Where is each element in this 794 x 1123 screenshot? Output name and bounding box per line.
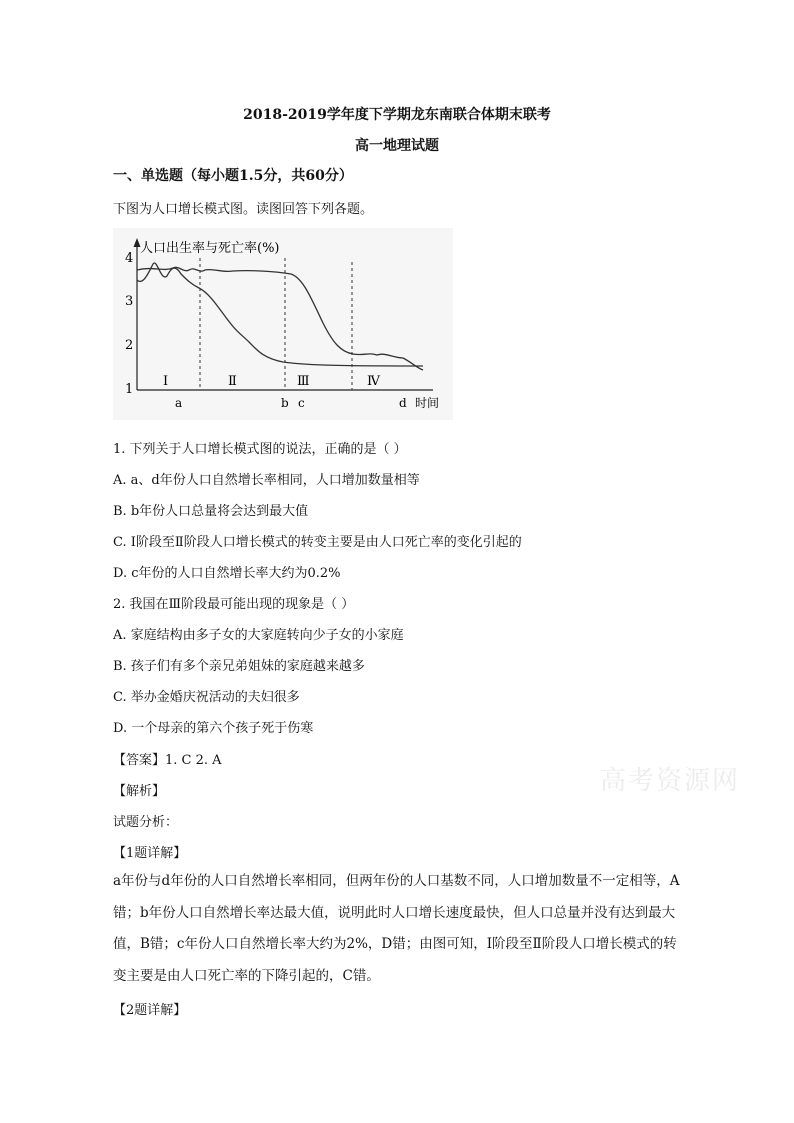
y-tick-3: 3: [125, 294, 134, 309]
y-tick-4: 4: [125, 251, 134, 266]
y-tick-2: 2: [125, 338, 134, 353]
stage-label-2: Ⅱ: [228, 374, 237, 389]
question-2-option-a: A. 家庭结构由多子女的大家庭转向少子女的小家庭: [113, 628, 404, 643]
x-axis-title: 时间: [415, 396, 440, 410]
section-heading: 一、单选题（每小题1.5分，共60分）: [113, 168, 353, 184]
answer-line: 【答案】1. C 2. A: [113, 753, 222, 768]
y-tick-1: 1: [125, 382, 134, 397]
analysis-label: 【解析】: [113, 784, 166, 799]
x-tick-a: a: [175, 396, 183, 410]
figure-background: [113, 228, 453, 420]
stage-label-1: Ⅰ: [163, 374, 169, 389]
exam-subtitle: 高一地理试题: [355, 138, 439, 154]
exam-title: 2018-2019学年度下学期龙东南联合体期末联考: [243, 107, 551, 123]
question-1-stem: 1. 下列关于人口增长模式图的说法，正确的是（ ）: [113, 442, 407, 457]
question-1-option-a: A. a、d年份人口自然增长率相同，人口增加数量相等: [113, 473, 420, 488]
population-chart: [113, 228, 453, 420]
q1-detail-label: 【1题详解】: [113, 846, 187, 861]
y-axis-title: 人口出生率与死亡率(%): [140, 241, 280, 256]
stage-label-3: Ⅲ: [297, 374, 310, 389]
question-1-option-b: B. b年份人口总量将会达到最大值: [113, 504, 309, 519]
watermark: 高考资源网: [600, 766, 741, 796]
population-growth-figure: [113, 228, 453, 420]
question-intro: 下图为人口增长模式图。读图回答下列各题。: [113, 202, 374, 217]
stage-label-4: Ⅳ: [367, 374, 380, 389]
x-tick-c: c: [298, 396, 305, 410]
q1-detail-text: a年份与d年份的人口自然增长率相同，但两年份的人口基数不同，人口增加数量不一定相等，A错；b年份人口自然增长率达最大值，说明此时人口增长速度最快，但人口总量并没有达到最大值，B错；c年份人口自然增长率大约为2%，D错；由图可知，Ⅰ阶段至Ⅱ阶段人口增长模式的转变主要是由人口死亡率的下降引起的，C错。: [113, 873, 680, 984]
x-tick-b: b: [281, 396, 289, 410]
question-1-option-c: C. Ⅰ阶段至Ⅱ阶段人口增长模式的转变主要是由人口死亡率的变化引起的: [113, 535, 522, 550]
question-2-stem: 2. 我国在Ⅲ阶段最可能出现的现象是（ ）: [113, 597, 355, 612]
question-2-option-b: B. 孩子们有多个亲兄弟姐妹的家庭越来越多: [113, 659, 365, 674]
question-2-option-c: C. 举办金婚庆祝活动的夫妇很多: [113, 690, 300, 705]
x-tick-d: d: [399, 396, 407, 410]
q2-detail-label: 【2题详解】: [113, 1003, 187, 1018]
analysis-intro: 试题分析：: [113, 815, 179, 830]
question-1-option-d: D. c年份的人口自然增长率大约为0.2%: [113, 566, 341, 581]
question-2-option-d: D. 一个母亲的第六个孩子死于伤寒: [113, 721, 314, 736]
